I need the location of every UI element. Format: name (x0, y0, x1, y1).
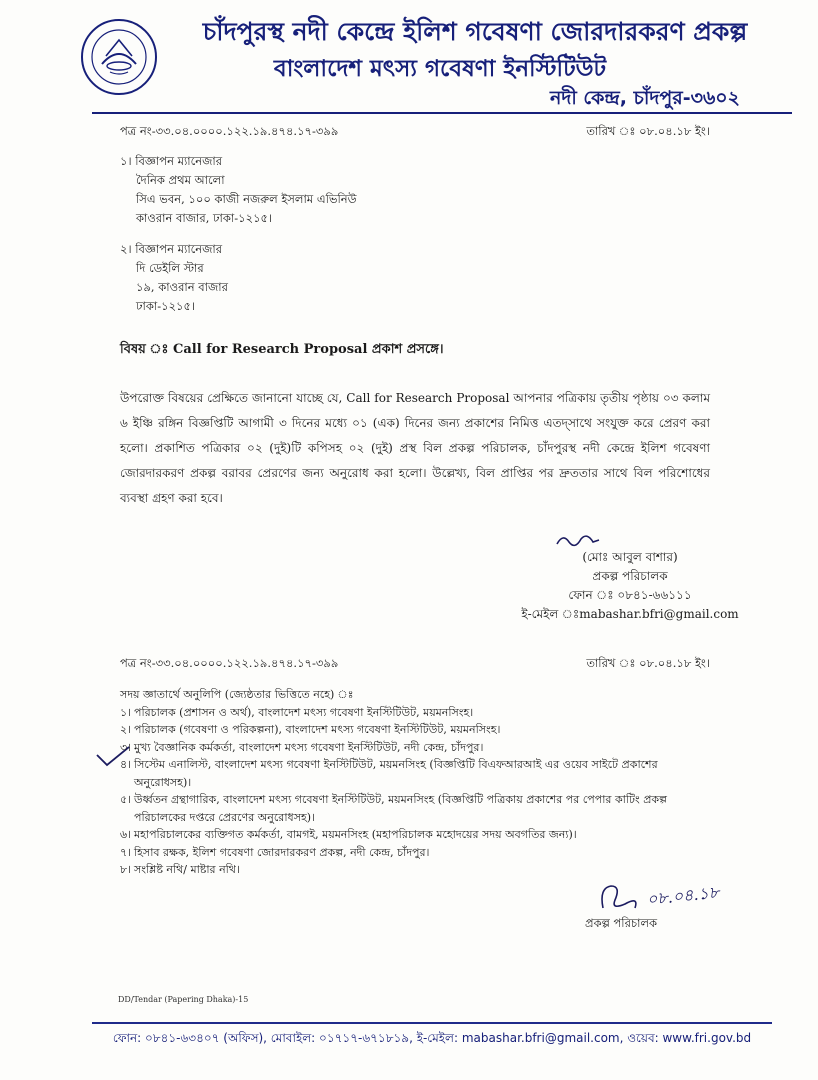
list-item: ৮। সংশ্লিষ্ট নথি/ মাষ্টার নথি। (120, 863, 240, 876)
signatory-phone: ফোন ঃ ০৮৪১-৬৬১১১ (568, 588, 692, 602)
document-reference: DD/Tendar (Papering Dhaka)-15 (118, 995, 249, 1004)
signatory-title: প্রকল্প পরিচালক (592, 569, 668, 583)
footer-contact: ফোন: ০৮৪১-৬৩৪০৭ (অফিস), মোবাইল: ০১৭১৭-৬৭১৮১৯, ই-মেইল: mabashar.bfri@gmail.com, ওয়েব: www.fri.gov.bd (112, 1031, 752, 1045)
institute-seal-icon (80, 18, 158, 96)
copy-ref-number: পত্র নং-৩৩.০৪.০০০০.১২২.১৯.৪৭৪.১৭-৩৯৯ (120, 656, 339, 670)
recipient-2-line-1: ২। বিজ্ঞাপন ম্যানেজার (120, 242, 223, 256)
copy-list-intro: সদয় জ্ঞাতার্থে অনুলিপি (জ্যেষ্ঠতার ভিত্তিতে নহে) ঃ (120, 688, 354, 701)
signatory-email: ই-মেইল ঃmabashar.bfri@gmail.com (521, 607, 739, 621)
memo-ref-number: পত্র নং-৩৩.০৪.০০০০.১২২.১৯.৪৭৪.১৭-৩৯৯ (120, 124, 339, 138)
header-institute-name: বাংলাদেশ মৎস্য গবেষণা ইনস্টিটিউট (273, 56, 607, 82)
header-project-name: চাঁদপুরস্থ নদী কেন্দ্রে ইলিশ গবেষণা জোরদারকরণ প্রকল্প (202, 17, 748, 46)
recipient-2-line-3: ১৯, কাওরান বাজার (136, 280, 228, 294)
list-item: ৩। মুখ্য বৈজ্ঞানিক কর্মকর্তা, বাংলাদেশ মৎস্য গবেষণা ইনস্টিটিউট, নদী কেন্দ্র, চাঁদপুর। (120, 740, 484, 754)
recipient-1-line-1: ১। বিজ্ঞাপন ম্যানেজার (120, 154, 223, 168)
recipient-1-line-4: কাওরান বাজার, ঢাকা-১২১৫। (136, 211, 273, 225)
header-divider (92, 112, 792, 114)
handwritten-initial-icon (595, 878, 760, 918)
list-item: ৭। হিসাব রক্ষক, ইলিশ গবেষণা জোরদারকরণ প্রকল্প, নদী কেন্দ্র, চাঁদপুর। (120, 845, 430, 859)
recipient-1-line-3: সিএ ভবন, ১০০ কাজী নজরুল ইসলাম এভিনিউ (136, 192, 357, 206)
recipient-2-line-2: দি ডেইলি স্টার (136, 261, 204, 275)
memo-date: তারিখ ঃ ০৮.০৪.১৮ ইং। (586, 124, 710, 138)
copy-distribution-list (120, 686, 710, 879)
handwritten-date: ০৮.০৪.১৮ (645, 882, 721, 909)
letter-subject: বিষয় ঃ Call for Research Proposal প্রকাশ প্রসঙ্গে। (120, 342, 444, 357)
signature-block (520, 530, 740, 624)
list-item: ২। পরিচালক (গবেষণা ও পরিকল্পনা), বাংলাদেশ মৎস্য গবেষণা ইনস্টিটিউট, ময়মনসিংহ। (120, 723, 501, 736)
letter-body: উপরোক্ত বিষয়ের প্রেক্ষিতে জানানো যাচ্ছে যে, Call for Research Proposal আপনার পত্রিকায় তৃতীয় পৃষ্ঠায় ০৩ কলাম ৬ ইঞ্চি রঙ্গিন বিজ্ঞপ্তিটি আগামী ৩ দিনের মধ্যে ০১ (এক) দিনের জন্য প্রকাশের নিমিত্ত এতদ্সাথে সংযুক্ত করে প্রেরণ করা হলো। প্রকাশিত পত্রিকার ০২ (দুই)টি কপিসহ ০২ (দুই) প্রস্থ বিল প্রকল্প পরিচালক, চাঁদপুরস্থ নদী কেন্দ্রে ইলিশ গবেষণা জোরদারকরণ প্রকল্প বরাবর প্রেরণের জন্য অনুরোধ করা হলো। উল্লেখ্য, বিল প্রাপ্তির পর দ্রুততার সাথে বিল পরিশোধের ব্যবস্থা গ্রহণ করা হবে। (120, 391, 710, 505)
list-item: ৪। সিস্টেম এনালিস্ট, বাংলাদেশ মৎস্য গবেষণা ইনস্টিটিউট, ময়মনসিংহ (বিজ্ঞপ্তিটি বিএফআরআই এর ওয়েব সাইটে প্রকাশের অনুরোধসহ)। (120, 758, 658, 789)
footer-divider (92, 1022, 772, 1024)
signatory-name: (মোঃ আবুল বাশার) (582, 550, 678, 564)
list-item: ১। পরিচালক (প্রশাসন ও অর্থ), বাংলাদেশ মৎস্য গবেষণা ইনস্টিটিউট, ময়মনসিংহ। (120, 705, 474, 719)
header-address: নদী কেন্দ্র, চাঁদপুর-৩৬০২ (550, 87, 740, 109)
recipient-1-line-2: দৈনিক প্রথম আলো (136, 173, 225, 187)
second-signatory-title: প্রকল্প পরিচালক (585, 916, 658, 930)
copy-date: তারিখ ঃ ০৮.০৪.১৮ ইং। (586, 656, 710, 670)
recipient-2-line-4: ঢাকা-১২১৫। (136, 299, 196, 313)
list-item: ৫। উর্ধ্বতন গ্রন্থাগারিক, বাংলাদেশ মৎস্য গবেষণা ইনস্টিটিউট, ময়মনসিংহ (বিজ্ঞপ্তিটি পত্রিকায় প্রকাশের পর পেপার কাটিং প্রকল্প পরিচালকের দপ্তরে প্রেরণের অনুরোধসহ)। (120, 793, 667, 824)
list-item: ৬। মহাপরিচালকের ব্যক্তিগত কর্মকর্তা, বামগই, ময়মনসিংহ (মহাপরিচালক মহোদয়ের সদয় অবগতির জন্য)। (120, 828, 577, 841)
